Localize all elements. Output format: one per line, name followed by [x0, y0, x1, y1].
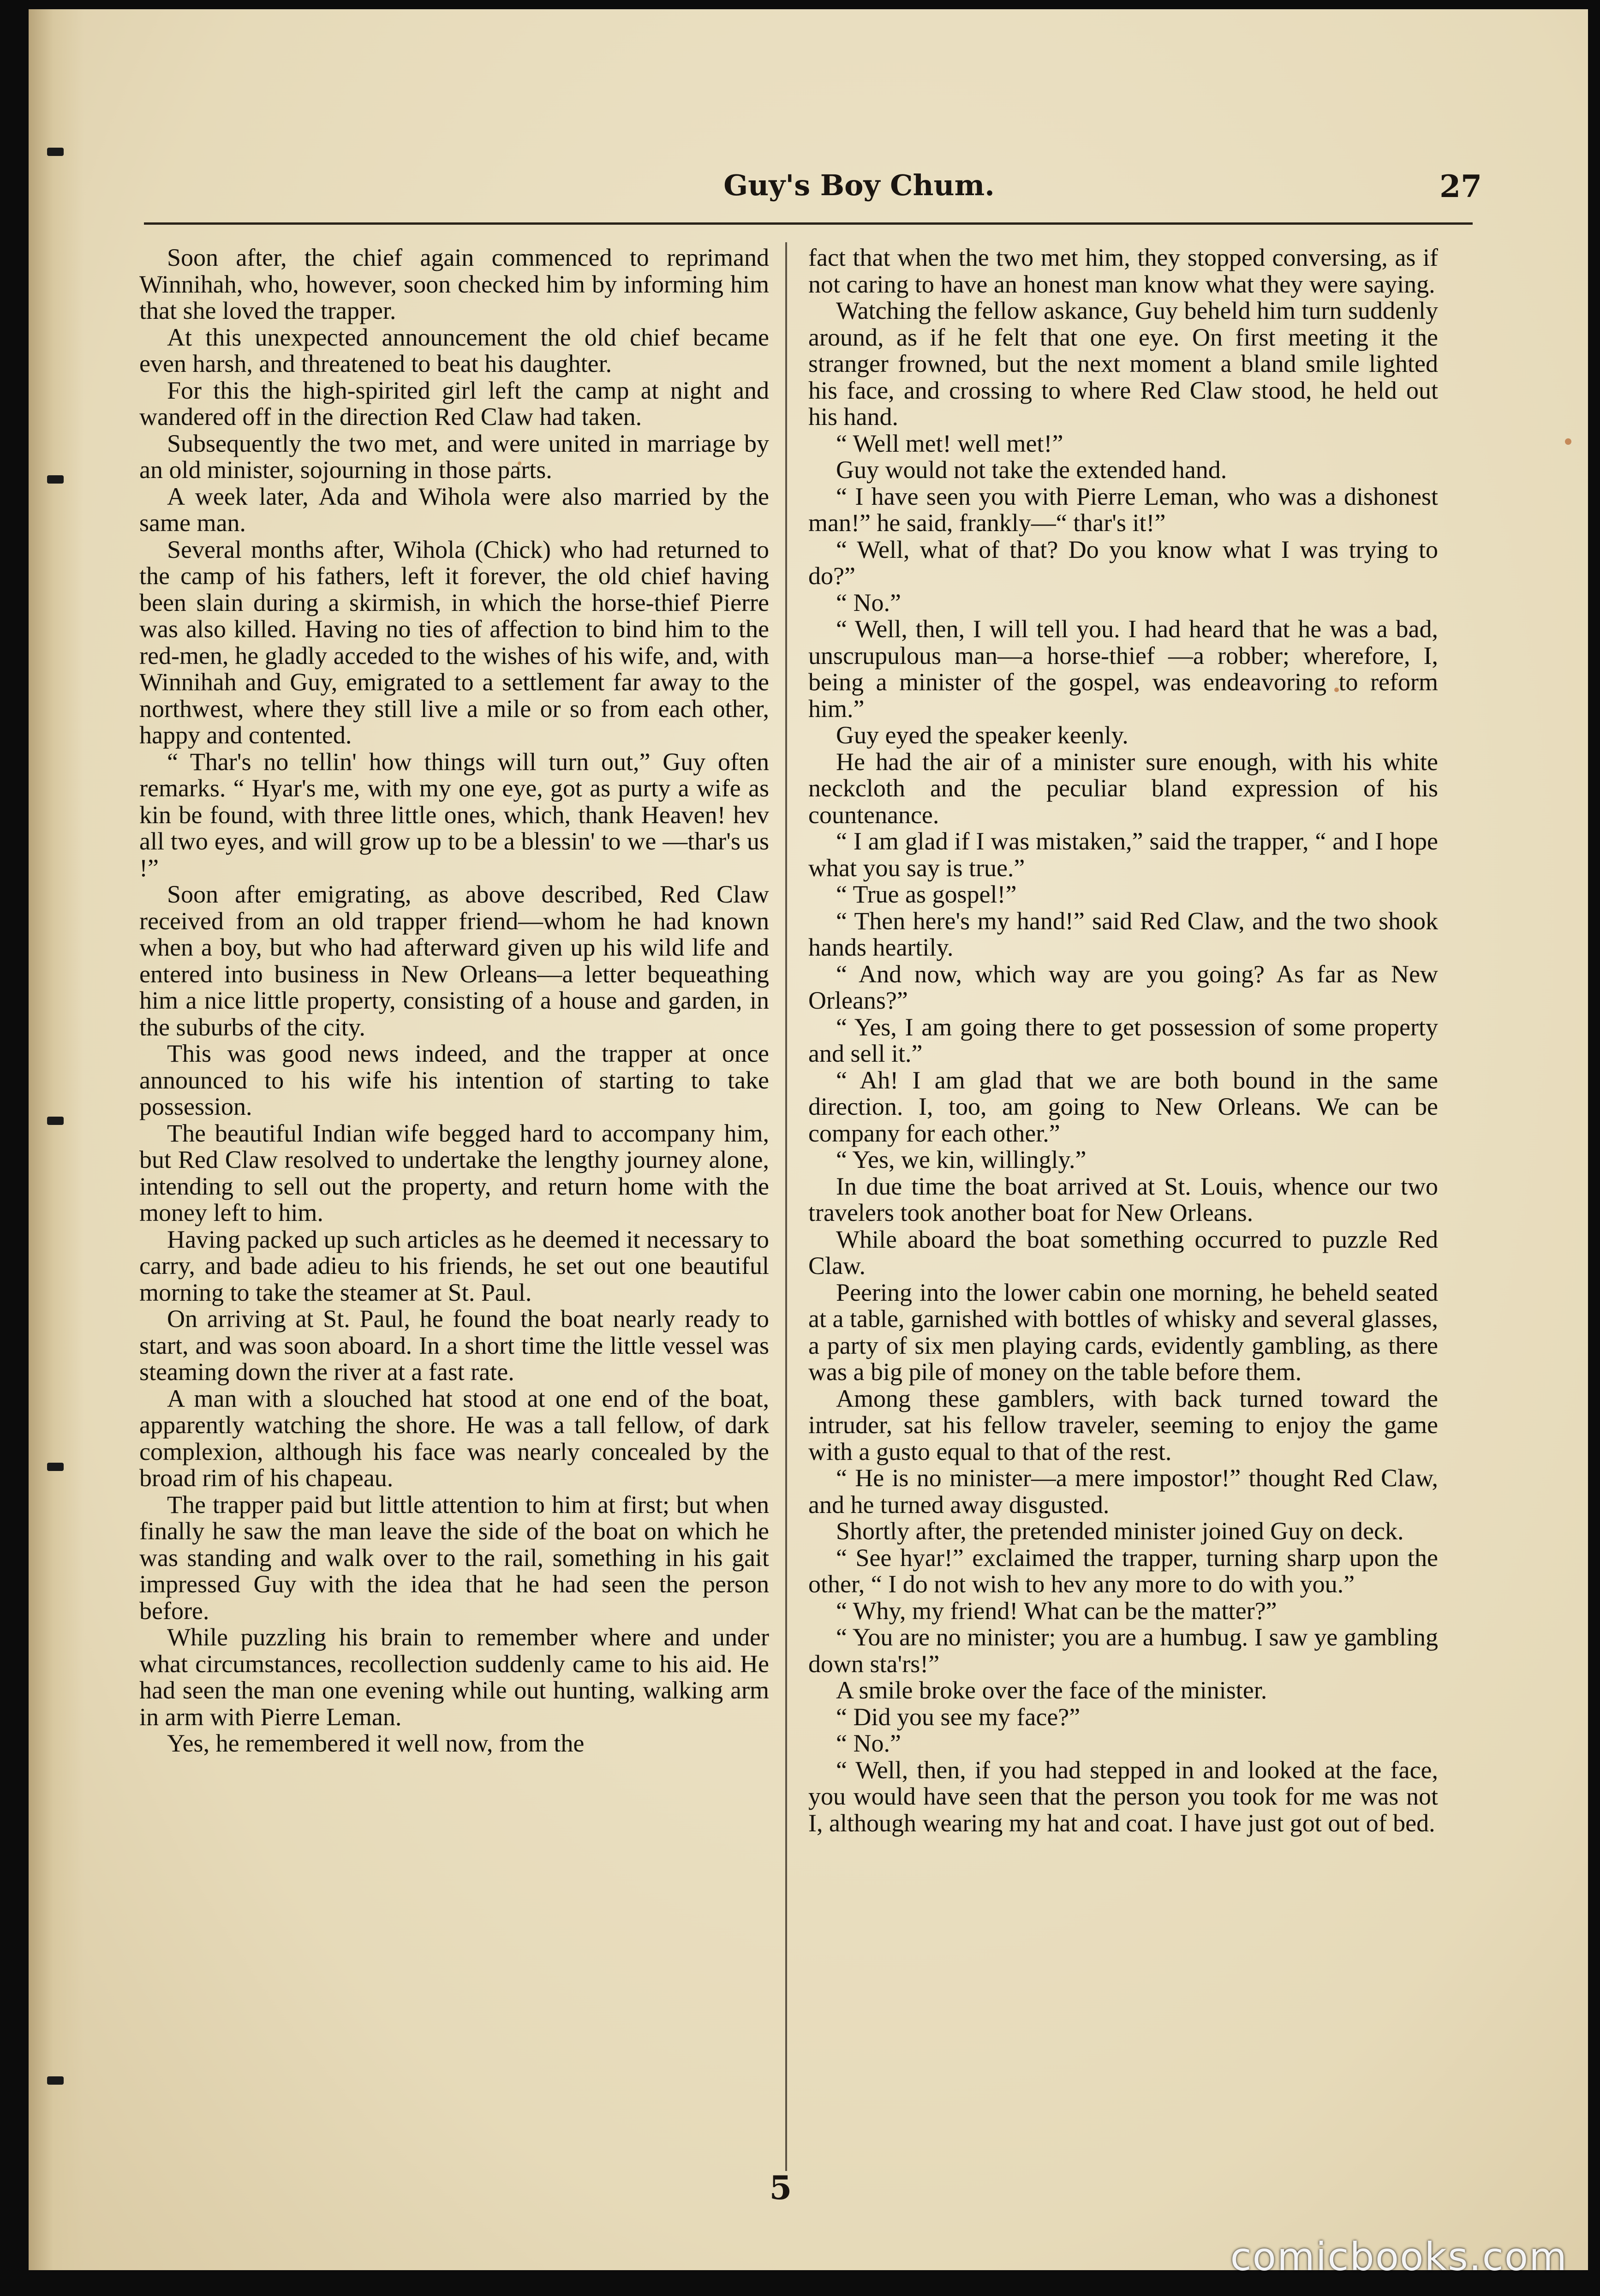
paragraph: Among these gamblers, with back turned toward the intruder, sat his fellow traveler, seeming to enjoy the game with a gusto equal to that of the rest.: [808, 1384, 1438, 1465]
running-head: [139, 168, 1482, 219]
column-divider: [785, 242, 787, 2171]
paragraph: “ Ah! I am glad that we are both bound in the same direction. I, too, am going to New Orleans. We can be company for each other.”: [808, 1066, 1438, 1147]
paragraph: “ No.”: [836, 1729, 901, 1757]
paragraph: While puzzling his brain to remember where and under what circumstances, recollection suddenly came to his aid. He had seen the man one evening while out hunting, walking arm in arm with Pierre Leman.: [139, 1623, 769, 1731]
paragraph: Several months after, Wihola (Chick) who had returned to the camp of his fathers, left it forever, the old chief having been slain during a skirmish, in which the horse-thief Pierre was also killed. Having no ties of affection to bind him to the red-men, he gladly acceded to the wishes of his wife, and, with Winnihah and Guy, emigrated to a settlement far away to the northwest, where they still live a mile or so from each other, happy and contented.: [139, 535, 769, 749]
paragraph: “ I am glad if I was mistaken,” said the trapper, “ and I hope what you say is true.”: [808, 827, 1438, 882]
paragraph: For this the high-spirited girl left the camp at night and wandered off in the direction Red Claw had taken.: [139, 376, 769, 430]
paragraph: He had the air of a minister sure enough, with his white neckcloth and the peculiar bland expression of his countenance.: [808, 747, 1438, 829]
paragraph: At this unexpected announcement the old chief became even harsh, and threatened to beat his daughter.: [139, 323, 769, 377]
paragraph: “ See hyar!” exclaimed the trapper, turning sharp upon the other, “ I do not wish to hev any more to do with you.”: [808, 1543, 1438, 1598]
signature-mark: 5: [769, 2169, 792, 2207]
paragraph: Yes, he remembered it well now, from the: [167, 1729, 585, 1757]
paragraph: “ You are no minister; you are a humbug. I saw ye gambling down sta'rs!”: [808, 1623, 1438, 1678]
paper-speck: [1565, 438, 1571, 445]
paragraph: “ Yes, I am going there to get possession of some property and sell it.”: [808, 1013, 1438, 1067]
paragraph: On arriving at St. Paul, he found the boat nearly ready to start, and was soon aboard. In a short time the little vessel was steaming down the river at a fast rate.: [139, 1305, 769, 1386]
paragraph: Watching the fellow askance, Guy beheld him turn suddenly around, as if he felt that one eye. On first meeting it the stranger frowned, but the next moment a bland smile lighted his face, and crossing to where Red Claw stood, he held out his hand.: [808, 297, 1438, 430]
paragraph: “ Then here's my hand!” said Red Claw, and the two shook hands heartily.: [808, 907, 1438, 961]
paragraph: “ Well, what of that? Do you know what I was trying to do?”: [808, 535, 1438, 590]
paragraph: “ He is no minister—a mere impostor!” thought Red Claw, and he turned away disgusted.: [808, 1464, 1438, 1519]
binding-stitch: [47, 148, 64, 156]
binding-stitch: [47, 1463, 64, 1471]
paragraph: Shortly after, the pretended minister joined Guy on deck.: [836, 1517, 1404, 1545]
header-rule: [144, 222, 1473, 225]
running-title: Guy's Boy Chum.: [723, 168, 995, 202]
paragraph: “ Well, then, I will tell you. I had heard that he was a bad, unscrupulous man—a horse-thief —a robber; wherefore, I, being a minister of the gospel, was endeavoring to reform him.”: [808, 615, 1438, 723]
paragraph: Soon after emigrating, as above described, Red Claw received from an old trapper friend—whom he had known when a boy, but who had afterward given up his wild life and entered into business in New Orleans—a letter bequeathing him a nice little property, consisting of a house and garden, in the suburbs of the city.: [139, 880, 769, 1041]
paragraph: A man with a slouched hat stood at one end of the boat, apparently watching the shore. He was a tall fellow, of dark complexion, although his face was nearly concealed by the broad rim of his chapeau.: [139, 1384, 769, 1492]
paragraph: The trapper paid but little attention to him at first; but when finally he saw the man leave the side of the boat on which he was standing and walk over to the rail, something in his gait impressed Guy with the idea that he had seen the person before.: [139, 1490, 769, 1625]
binding-stitch: [47, 475, 64, 484]
paragraph: “ Did you see my face?”: [836, 1703, 1081, 1731]
paragraph: “ True as gospel!”: [836, 880, 1017, 908]
book-page: [29, 9, 1588, 2270]
paragraph: Soon after, the chief again commenced to reprimand Winnihah, who, however, soon checked him by informing him that she loved the trapper.: [139, 244, 769, 324]
paragraph: A smile broke over the face of the minister.: [836, 1676, 1267, 1704]
paragraph: Having packed up such articles as he deemed it necessary to carry, and bade adieu to his friends, he set out one beautiful morning to take the steamer at St. Paul.: [139, 1225, 769, 1306]
paragraph: Subsequently the two met, and were united in marriage by an old minister, sojourning in those parts.: [139, 429, 769, 484]
paragraph: “ Why, my friend! What can be the matter?”: [836, 1596, 1277, 1625]
left-column: [139, 245, 769, 1757]
binding-stitch: [47, 1117, 64, 1125]
page-spine: [29, 9, 84, 2270]
watermark: comicbooks.com: [1230, 2234, 1568, 2279]
paragraph: The beautiful Indian wife begged hard to accompany him, but Red Claw resolved to undertake the lengthy journey alone, intending to sell out the property, and return home with the money left to him.: [139, 1119, 769, 1226]
paragraph: “ Yes, we kin, willingly.”: [836, 1146, 1087, 1173]
paragraph: Guy eyed the speaker keenly.: [836, 721, 1128, 749]
paragraph: Guy would not take the extended hand.: [836, 456, 1227, 484]
paragraph: While aboard the boat something occurred to puzzle Red Claw.: [808, 1225, 1438, 1280]
paragraph: “ No.”: [836, 588, 901, 616]
paragraph: This was good news indeed, and the trapper at once announced to his wife his intention of starting to take possession.: [139, 1040, 769, 1120]
paragraph: “ Well, then, if you had stepped in and looked at the face, you would have seen that the person you took for me was not I, although wearing my hat and coat. I have just got out of bed.: [808, 1756, 1438, 1837]
paragraph: “ Thar's no tellin' how things will turn out,” Guy often remarks. “ Hyar's me, with my one eye, got as purty a wife as kin be found, with three little ones, which, thank Heaven! hev all two eyes, and will grow up to be a blessin' to we —thar's us !”: [139, 747, 769, 882]
page-number: 27: [1439, 168, 1482, 204]
paragraph: “ I have seen you with Pierre Leman, who was a dishonest man!” he said, frankly—“ thar's it!”: [808, 482, 1438, 537]
binding-stitch: [47, 2076, 64, 2085]
paragraph: A week later, Ada and Wihola were also married by the same man.: [139, 482, 769, 537]
paragraph: “ Well met! well met!”: [836, 429, 1063, 457]
paragraph: fact that when the two met him, they stopped conversing, as if not caring to have an honest man know what they were saying.: [808, 244, 1438, 298]
paragraph: In due time the boat arrived at St. Louis, whence our two travelers took another boat for New Orleans.: [808, 1172, 1438, 1226]
paragraph: Peering into the lower cabin one morning, he beheld seated at a table, garnished with bottles of whisky and several glasses, a party of six men playing cards, evidently gambling, as there was a big pile of money on the table before them.: [808, 1278, 1438, 1386]
right-column: [808, 245, 1438, 1836]
paragraph: “ And now, which way are you going? As far as New Orleans?”: [808, 960, 1438, 1014]
